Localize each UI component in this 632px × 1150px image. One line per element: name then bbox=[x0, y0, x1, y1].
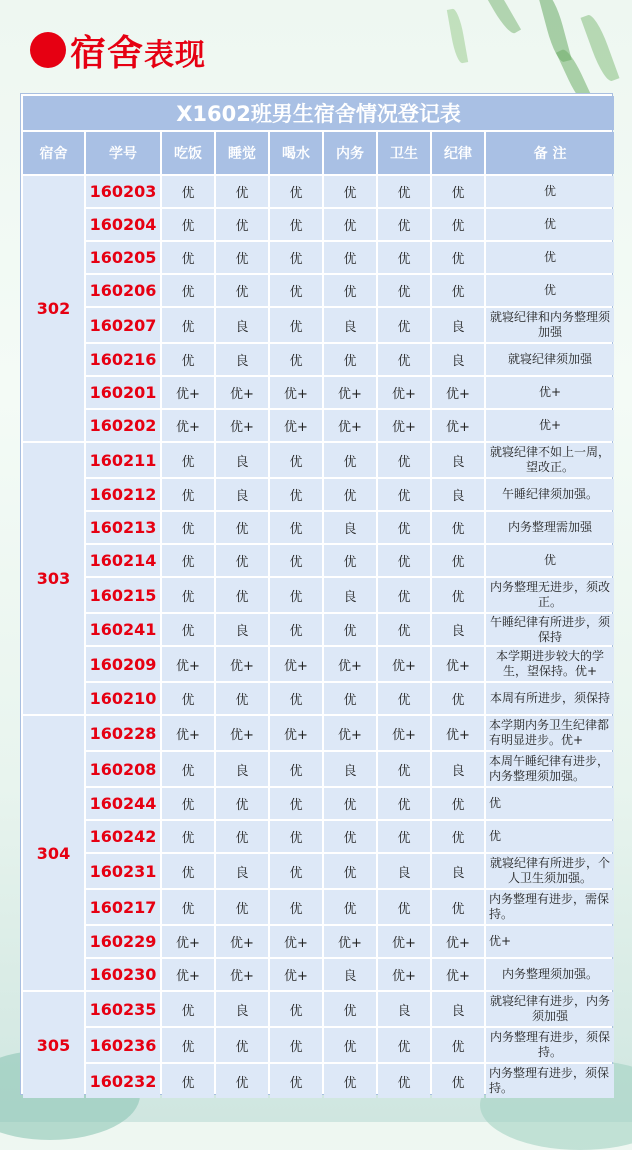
table-row bbox=[23, 614, 614, 645]
grade-cell: 优+ bbox=[324, 410, 376, 441]
grade-cell: 优+ bbox=[378, 926, 430, 957]
dormitory-register-table bbox=[20, 93, 613, 1095]
grade-cell: 良 bbox=[432, 992, 484, 1026]
table-row bbox=[23, 443, 614, 477]
grade-cell: 优+ bbox=[378, 410, 430, 441]
grade-cell: 良 bbox=[324, 752, 376, 786]
grade-cell: 优 bbox=[270, 479, 322, 510]
grade-cell: 优+ bbox=[324, 926, 376, 957]
grade-cell: 优 bbox=[324, 890, 376, 924]
grade-cell: 良 bbox=[216, 479, 268, 510]
table-row bbox=[23, 959, 614, 990]
table-row bbox=[23, 890, 614, 924]
student-id: 160244 bbox=[86, 788, 160, 819]
grade-cell: 优 bbox=[378, 308, 430, 342]
remark-cell: 优 bbox=[486, 275, 614, 306]
remark-cell: 优 bbox=[486, 209, 614, 240]
grade-cell: 优 bbox=[432, 890, 484, 924]
column-header: 内务 bbox=[324, 132, 376, 174]
table-row bbox=[23, 377, 614, 408]
student-id: 160231 bbox=[86, 854, 160, 888]
grade-cell: 优 bbox=[162, 344, 214, 375]
grade-cell: 优 bbox=[270, 344, 322, 375]
header-row bbox=[23, 132, 614, 174]
student-id: 160206 bbox=[86, 275, 160, 306]
grade-cell: 优+ bbox=[270, 959, 322, 990]
grade-cell: 优 bbox=[432, 242, 484, 273]
column-header: 宿舍 bbox=[23, 132, 84, 174]
column-header: 睡觉 bbox=[216, 132, 268, 174]
grade-cell: 优 bbox=[324, 992, 376, 1026]
grade-cell: 优 bbox=[162, 275, 214, 306]
grade-cell: 优 bbox=[162, 683, 214, 714]
grade-cell: 优 bbox=[270, 614, 322, 645]
grade-cell: 优+ bbox=[324, 647, 376, 681]
willow-leaf-decoration bbox=[479, 0, 521, 36]
student-id: 160228 bbox=[86, 716, 160, 750]
column-header: 纪律 bbox=[432, 132, 484, 174]
room-number: 302 bbox=[23, 176, 84, 441]
grade-cell: 优 bbox=[216, 683, 268, 714]
remark-cell: 内务整理须加强。 bbox=[486, 959, 614, 990]
student-id: 160216 bbox=[86, 344, 160, 375]
grade-cell: 优 bbox=[162, 545, 214, 576]
remark-cell: 本学期进步较大的学生，望保持。优+ bbox=[486, 647, 614, 681]
grade-cell: 优+ bbox=[216, 926, 268, 957]
student-id: 160203 bbox=[86, 176, 160, 207]
student-id: 160236 bbox=[86, 1028, 160, 1062]
remark-cell: 内务整理有进步，须保持。 bbox=[486, 1064, 614, 1098]
remark-cell: 优+ bbox=[486, 377, 614, 408]
grade-cell: 良 bbox=[324, 308, 376, 342]
grade-cell: 优 bbox=[162, 512, 214, 543]
grade-cell: 优+ bbox=[378, 647, 430, 681]
grade-cell: 优+ bbox=[216, 959, 268, 990]
table-row bbox=[23, 512, 614, 543]
grade-cell: 优 bbox=[270, 545, 322, 576]
grade-cell: 优 bbox=[216, 209, 268, 240]
student-id: 160208 bbox=[86, 752, 160, 786]
grade-cell: 优 bbox=[162, 614, 214, 645]
grade-cell: 优+ bbox=[432, 377, 484, 408]
grade-cell: 优 bbox=[432, 821, 484, 852]
grade-cell: 优+ bbox=[270, 647, 322, 681]
grade-cell: 优 bbox=[432, 1064, 484, 1098]
grade-cell: 优 bbox=[270, 275, 322, 306]
grade-cell: 良 bbox=[216, 854, 268, 888]
grade-cell: 良 bbox=[216, 344, 268, 375]
grade-cell: 优+ bbox=[270, 377, 322, 408]
section-title bbox=[30, 26, 206, 74]
grade-cell: 良 bbox=[216, 992, 268, 1026]
grade-cell: 优 bbox=[324, 821, 376, 852]
grade-cell: 优 bbox=[324, 1028, 376, 1062]
grade-cell: 优 bbox=[270, 821, 322, 852]
student-id: 160215 bbox=[86, 578, 160, 612]
remark-cell: 午睡纪律须加强。 bbox=[486, 479, 614, 510]
grade-cell: 优 bbox=[162, 992, 214, 1026]
grade-cell: 优 bbox=[270, 578, 322, 612]
grade-cell: 优 bbox=[162, 308, 214, 342]
room-number: 305 bbox=[23, 992, 84, 1098]
grade-cell: 良 bbox=[324, 512, 376, 543]
remark-cell: 优 bbox=[486, 242, 614, 273]
grade-cell: 优+ bbox=[216, 716, 268, 750]
student-id: 160229 bbox=[86, 926, 160, 957]
student-id: 160213 bbox=[86, 512, 160, 543]
grade-cell: 良 bbox=[324, 959, 376, 990]
title-suffix: 表现 bbox=[144, 37, 207, 73]
grade-cell: 优 bbox=[378, 683, 430, 714]
grade-cell: 优 bbox=[432, 512, 484, 543]
grade-cell: 优 bbox=[324, 545, 376, 576]
table-row bbox=[23, 275, 614, 306]
register-table bbox=[21, 94, 616, 1100]
grade-cell: 优 bbox=[378, 890, 430, 924]
table-row bbox=[23, 926, 614, 957]
grade-cell: 优 bbox=[324, 344, 376, 375]
column-header: 卫生 bbox=[378, 132, 430, 174]
grade-cell: 优+ bbox=[162, 647, 214, 681]
student-id: 160201 bbox=[86, 377, 160, 408]
table-row bbox=[23, 752, 614, 786]
table-row bbox=[23, 854, 614, 888]
table-row bbox=[23, 788, 614, 819]
table-row bbox=[23, 545, 614, 576]
grade-cell: 优 bbox=[270, 788, 322, 819]
remark-cell: 优 bbox=[486, 176, 614, 207]
grade-cell: 优 bbox=[378, 512, 430, 543]
grade-cell: 优 bbox=[324, 614, 376, 645]
grade-cell: 优 bbox=[270, 1064, 322, 1098]
grade-cell: 优 bbox=[432, 1028, 484, 1062]
student-id: 160210 bbox=[86, 683, 160, 714]
title-main: 宿舍 bbox=[70, 32, 145, 74]
grade-cell: 优 bbox=[270, 854, 322, 888]
remark-cell: 内务整理无进步，须改正。 bbox=[486, 578, 614, 612]
grade-cell: 优 bbox=[324, 443, 376, 477]
grade-cell: 优+ bbox=[162, 926, 214, 957]
table-row bbox=[23, 578, 614, 612]
grade-cell: 优 bbox=[378, 545, 430, 576]
grade-cell: 优 bbox=[216, 788, 268, 819]
grade-cell: 优 bbox=[432, 275, 484, 306]
grade-cell: 优 bbox=[378, 176, 430, 207]
grade-cell: 优 bbox=[216, 1064, 268, 1098]
grade-cell: 优 bbox=[324, 242, 376, 273]
grade-cell: 优+ bbox=[162, 410, 214, 441]
column-header: 喝水 bbox=[270, 132, 322, 174]
table-row bbox=[23, 821, 614, 852]
grade-cell: 优 bbox=[216, 242, 268, 273]
grade-cell: 优 bbox=[432, 176, 484, 207]
remark-cell: 就寝纪律须加强 bbox=[486, 344, 614, 375]
table-row bbox=[23, 308, 614, 342]
grade-cell: 良 bbox=[432, 344, 484, 375]
bullet-dot-icon bbox=[30, 32, 66, 68]
table-row bbox=[23, 479, 614, 510]
grade-cell: 良 bbox=[378, 854, 430, 888]
grade-cell: 良 bbox=[216, 308, 268, 342]
grade-cell: 优 bbox=[378, 1028, 430, 1062]
column-header: 学号 bbox=[86, 132, 160, 174]
remark-cell: 优 bbox=[486, 545, 614, 576]
grade-cell: 优+ bbox=[216, 647, 268, 681]
grade-cell: 优 bbox=[162, 176, 214, 207]
grade-cell: 优 bbox=[378, 479, 430, 510]
student-id: 160241 bbox=[86, 614, 160, 645]
willow-leaf-decoration bbox=[581, 12, 620, 83]
table-row bbox=[23, 176, 614, 207]
grade-cell: 优 bbox=[324, 275, 376, 306]
grade-cell: 优 bbox=[432, 209, 484, 240]
grade-cell: 优 bbox=[378, 443, 430, 477]
grade-cell: 优 bbox=[162, 209, 214, 240]
grade-cell: 优 bbox=[162, 443, 214, 477]
student-id: 160205 bbox=[86, 242, 160, 273]
grade-cell: 优 bbox=[216, 821, 268, 852]
remark-cell: 就寝纪律有进步，内务须加强 bbox=[486, 992, 614, 1026]
student-id: 160209 bbox=[86, 647, 160, 681]
remark-cell: 优+ bbox=[486, 926, 614, 957]
grade-cell: 优+ bbox=[162, 377, 214, 408]
grade-cell: 优 bbox=[270, 443, 322, 477]
column-header: 吃饭 bbox=[162, 132, 214, 174]
grade-cell: 优+ bbox=[216, 377, 268, 408]
grade-cell: 良 bbox=[378, 992, 430, 1026]
table-row bbox=[23, 209, 614, 240]
grade-cell: 优+ bbox=[432, 716, 484, 750]
grade-cell: 优 bbox=[378, 209, 430, 240]
grade-cell: 良 bbox=[216, 614, 268, 645]
student-id: 160214 bbox=[86, 545, 160, 576]
grade-cell: 优+ bbox=[432, 647, 484, 681]
room-number: 304 bbox=[23, 716, 84, 990]
willow-leaf-decoration bbox=[447, 8, 468, 64]
grade-cell: 优 bbox=[162, 479, 214, 510]
grade-cell: 优 bbox=[270, 209, 322, 240]
student-id: 160242 bbox=[86, 821, 160, 852]
grade-cell: 优 bbox=[270, 752, 322, 786]
grade-cell: 优 bbox=[162, 752, 214, 786]
grade-cell: 优 bbox=[324, 683, 376, 714]
grade-cell: 优 bbox=[216, 578, 268, 612]
grade-cell: 优 bbox=[216, 275, 268, 306]
grade-cell: 优 bbox=[324, 1064, 376, 1098]
grade-cell: 优 bbox=[432, 578, 484, 612]
grade-cell: 优 bbox=[324, 479, 376, 510]
grade-cell: 优+ bbox=[270, 410, 322, 441]
grade-cell: 优 bbox=[270, 308, 322, 342]
grade-cell: 良 bbox=[216, 752, 268, 786]
student-id: 160230 bbox=[86, 959, 160, 990]
grade-cell: 优 bbox=[216, 890, 268, 924]
grade-cell: 优+ bbox=[162, 716, 214, 750]
grade-cell: 优 bbox=[432, 788, 484, 819]
student-id: 160202 bbox=[86, 410, 160, 441]
student-id: 160207 bbox=[86, 308, 160, 342]
grade-cell: 良 bbox=[432, 479, 484, 510]
grade-cell: 优 bbox=[270, 890, 322, 924]
grade-cell: 优+ bbox=[378, 959, 430, 990]
grade-cell: 良 bbox=[432, 443, 484, 477]
grade-cell: 良 bbox=[432, 752, 484, 786]
grade-cell: 优 bbox=[270, 992, 322, 1026]
table-row bbox=[23, 716, 614, 750]
remark-cell: 就寝纪律不如上一周，望改正。 bbox=[486, 443, 614, 477]
grade-cell: 优 bbox=[216, 176, 268, 207]
grade-cell: 优+ bbox=[270, 926, 322, 957]
grade-cell: 优+ bbox=[432, 410, 484, 441]
grade-cell: 优 bbox=[324, 176, 376, 207]
grade-cell: 优 bbox=[270, 512, 322, 543]
grade-cell: 优+ bbox=[216, 410, 268, 441]
grade-cell: 良 bbox=[216, 443, 268, 477]
grade-cell: 优 bbox=[270, 176, 322, 207]
remark-cell: 优+ bbox=[486, 410, 614, 441]
student-id: 160232 bbox=[86, 1064, 160, 1098]
remark-cell: 内务整理有进步，须保持。 bbox=[486, 1028, 614, 1062]
grade-cell: 优 bbox=[378, 275, 430, 306]
grade-cell: 优 bbox=[432, 545, 484, 576]
grade-cell: 优 bbox=[216, 512, 268, 543]
grade-cell: 优+ bbox=[378, 377, 430, 408]
grade-cell: 优 bbox=[216, 545, 268, 576]
grade-cell: 优 bbox=[162, 1028, 214, 1062]
grade-cell: 优 bbox=[162, 788, 214, 819]
grade-cell: 优 bbox=[270, 1028, 322, 1062]
grade-cell: 优 bbox=[378, 578, 430, 612]
grade-cell: 优 bbox=[324, 209, 376, 240]
student-id: 160211 bbox=[86, 443, 160, 477]
remark-cell: 就寝纪律和内务整理须加强 bbox=[486, 308, 614, 342]
grade-cell: 优 bbox=[162, 242, 214, 273]
remark-cell: 就寝纪律有所进步，个人卫生须加强。 bbox=[486, 854, 614, 888]
grade-cell: 优 bbox=[324, 788, 376, 819]
table-row bbox=[23, 1064, 614, 1098]
grade-cell: 优+ bbox=[432, 926, 484, 957]
table-row bbox=[23, 1028, 614, 1062]
grade-cell: 优 bbox=[162, 890, 214, 924]
grade-cell: 优+ bbox=[324, 716, 376, 750]
table-caption: X1602班男生宿舍情况登记表 bbox=[23, 96, 614, 130]
column-header: 备 注 bbox=[486, 132, 614, 174]
grade-cell: 优 bbox=[378, 788, 430, 819]
table-row bbox=[23, 647, 614, 681]
grade-cell: 优 bbox=[378, 1064, 430, 1098]
remark-cell: 内务整理有进步，需保持。 bbox=[486, 890, 614, 924]
grade-cell: 优+ bbox=[324, 377, 376, 408]
grade-cell: 良 bbox=[432, 854, 484, 888]
remark-cell: 午睡纪律有所进步，须保持 bbox=[486, 614, 614, 645]
grade-cell: 优 bbox=[162, 854, 214, 888]
grade-cell: 优+ bbox=[162, 959, 214, 990]
student-id: 160204 bbox=[86, 209, 160, 240]
grade-cell: 良 bbox=[432, 308, 484, 342]
remark-cell: 优 bbox=[486, 821, 614, 852]
grade-cell: 优+ bbox=[378, 716, 430, 750]
grade-cell: 优 bbox=[270, 242, 322, 273]
grade-cell: 优 bbox=[432, 683, 484, 714]
grade-cell: 优 bbox=[378, 344, 430, 375]
grade-cell: 优 bbox=[378, 821, 430, 852]
grade-cell: 优 bbox=[378, 752, 430, 786]
student-id: 160235 bbox=[86, 992, 160, 1026]
table-row bbox=[23, 683, 614, 714]
table-row bbox=[23, 992, 614, 1026]
grade-cell: 优 bbox=[162, 821, 214, 852]
grade-cell: 优 bbox=[216, 1028, 268, 1062]
room-number: 303 bbox=[23, 443, 84, 714]
remark-cell: 本学期内务卫生纪律都有明显进步。优+ bbox=[486, 716, 614, 750]
grade-cell: 优 bbox=[324, 854, 376, 888]
grade-cell: 良 bbox=[324, 578, 376, 612]
table-row bbox=[23, 410, 614, 441]
remark-cell: 优 bbox=[486, 788, 614, 819]
grade-cell: 良 bbox=[432, 614, 484, 645]
grade-cell: 优+ bbox=[270, 716, 322, 750]
grade-cell: 优 bbox=[270, 683, 322, 714]
grade-cell: 优 bbox=[162, 1064, 214, 1098]
grade-cell: 优 bbox=[162, 578, 214, 612]
student-id: 160212 bbox=[86, 479, 160, 510]
grade-cell: 优 bbox=[378, 242, 430, 273]
remark-cell: 本周有所进步，须保持 bbox=[486, 683, 614, 714]
remark-cell: 本周午睡纪律有进步，内务整理须加强。 bbox=[486, 752, 614, 786]
table-row bbox=[23, 242, 614, 273]
remark-cell: 内务整理需加强 bbox=[486, 512, 614, 543]
grade-cell: 优 bbox=[378, 614, 430, 645]
student-id: 160217 bbox=[86, 890, 160, 924]
table-row bbox=[23, 344, 614, 375]
grade-cell: 优+ bbox=[432, 959, 484, 990]
